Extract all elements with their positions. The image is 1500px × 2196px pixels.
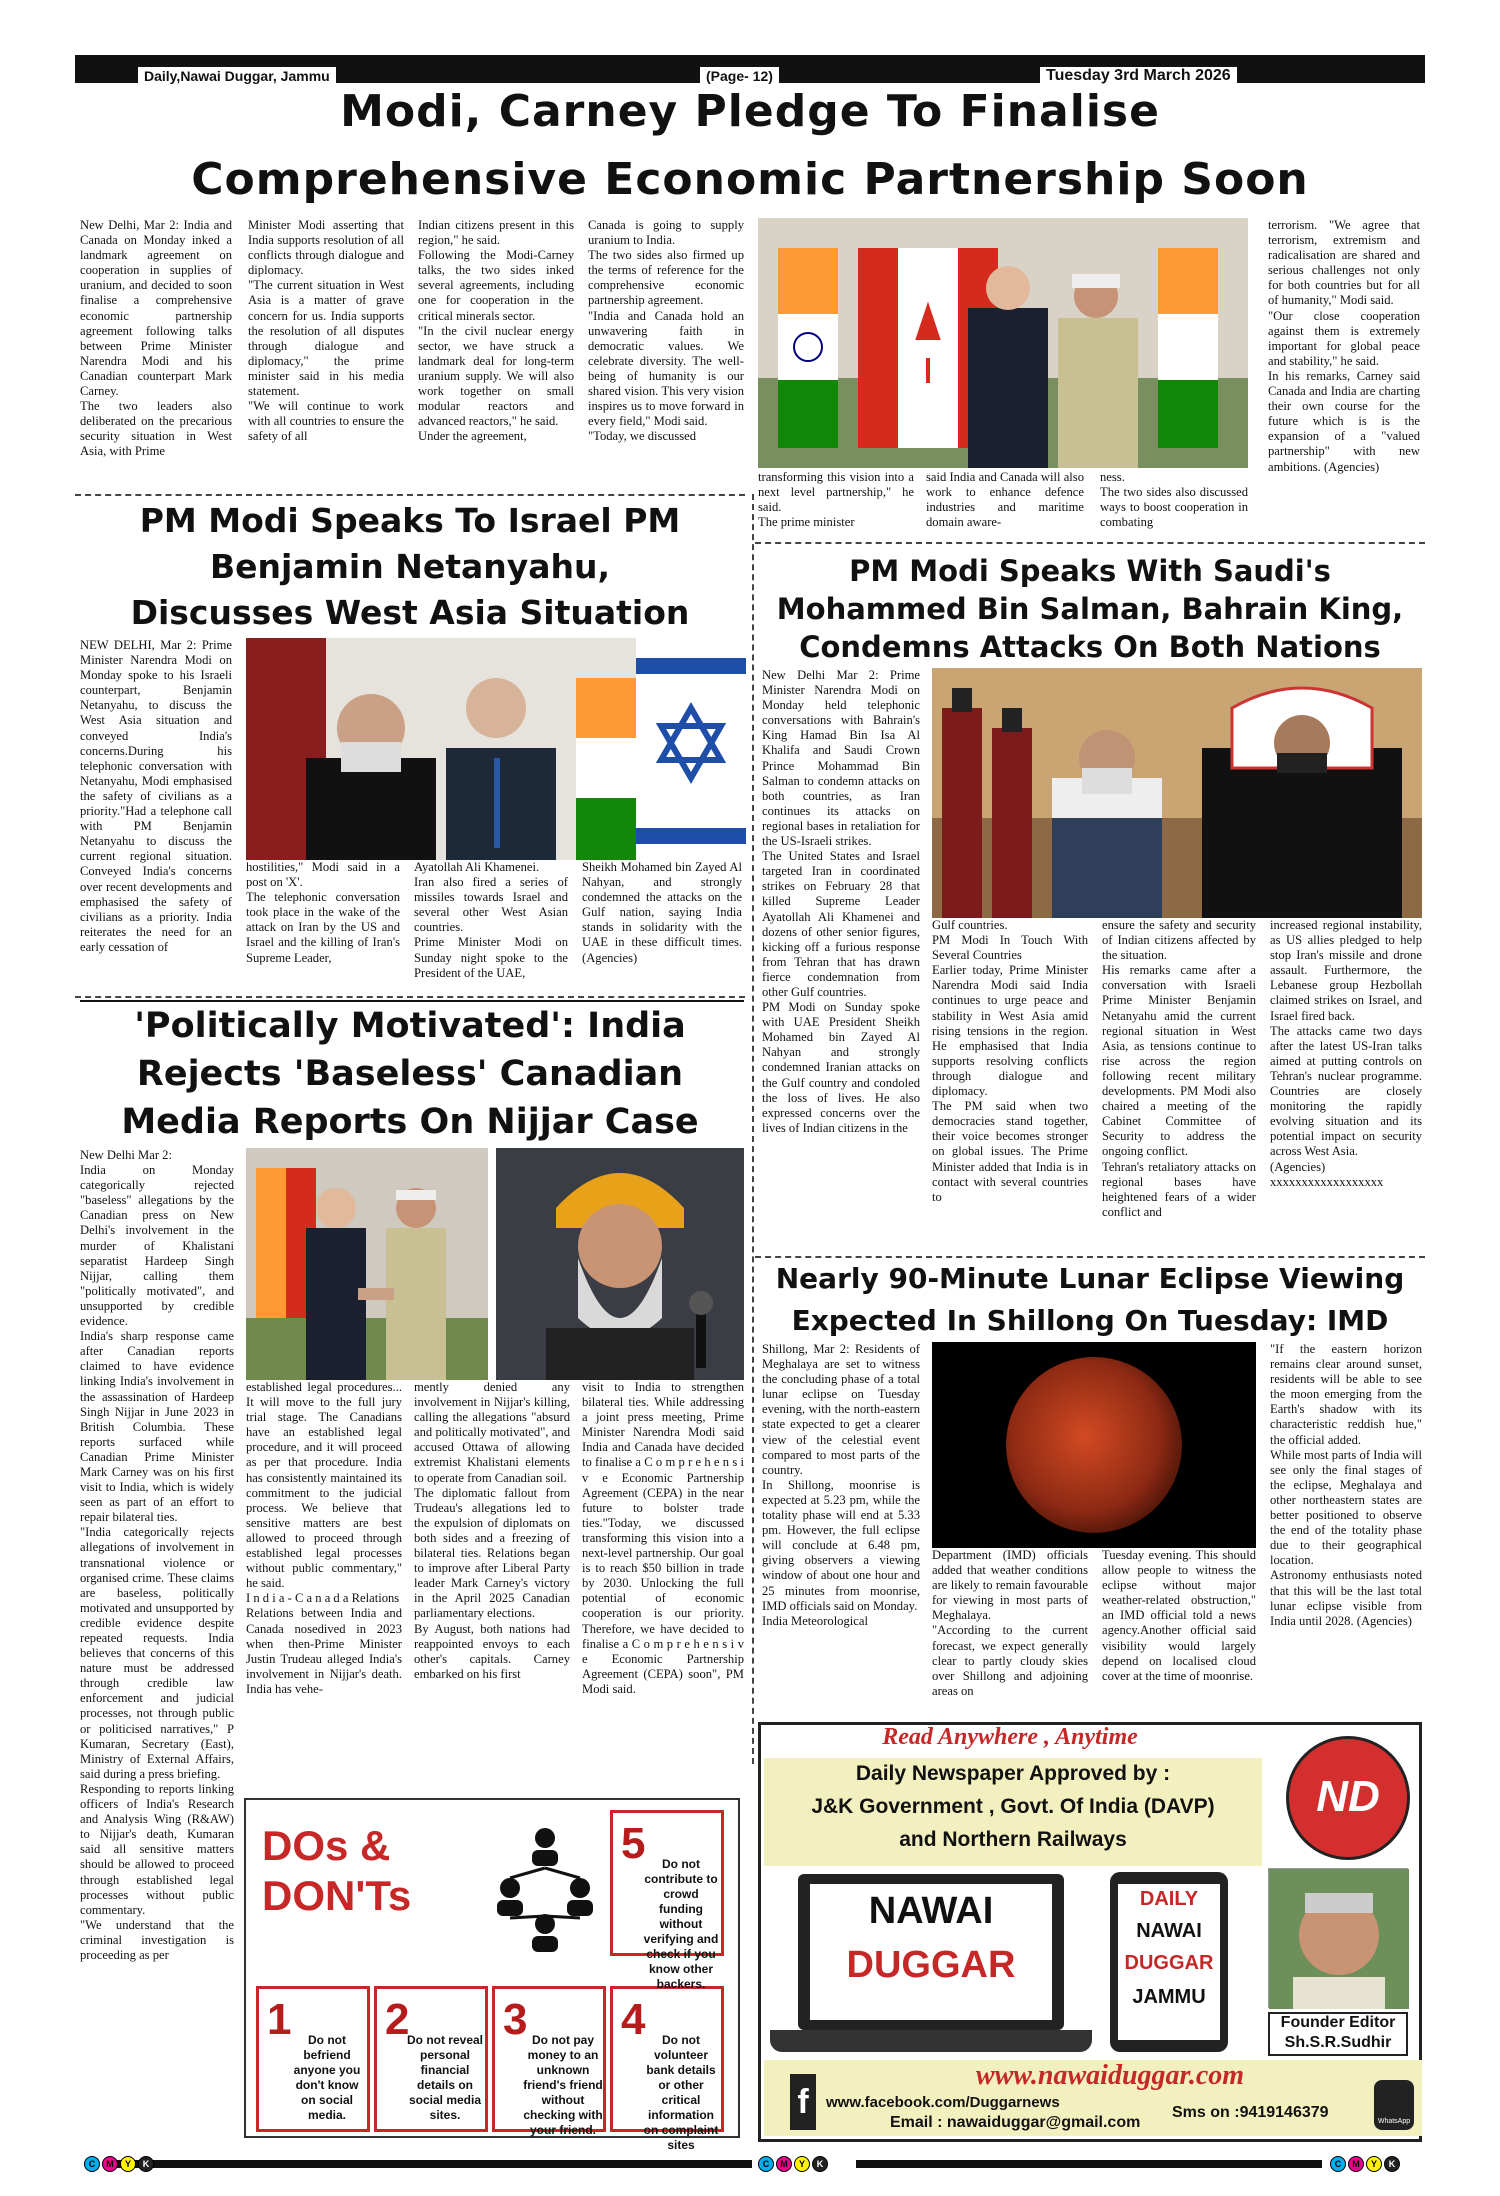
cmyk-dot-k: K (138, 2156, 154, 2172)
dos-card-1 (256, 1986, 370, 2132)
art2-col3: Ayatollah Ali Khamenei. Iran also fired a series of missiles towards Israel and several other West Asian countries. Prime Minister Modi on Sunday night spoke to the President of the UAE, (414, 860, 568, 980)
divider (75, 996, 745, 998)
art5-col2: Department (IMD) officials added that weather conditions are likely to remain favourable for viewing in most parts of Meghalaya. "According to the current forecast, we expect generally clear to partly cloudy skies over Shillong and adjoining areas on (932, 1548, 1088, 1698)
art2-col4: Sheikh Mohamed bin Zayed Al Nahyan, and strongly condemned the attacks on the Gulf nation, saying India stands in solidarity with the UAE in these difficult times. (Agencies) (582, 860, 742, 965)
art1-col7: ness. The two sides also discussed ways to boost cooperation in combating (1100, 470, 1248, 530)
dos-card-5 (610, 1810, 724, 1991)
whatsapp-label: WhatsApp (1377, 2118, 1411, 2125)
website-link[interactable]: www.nawaiduggar.com (975, 2060, 1245, 2091)
photo-handshake (246, 1148, 488, 1380)
cmyk-dot-c: C (84, 2156, 100, 2172)
art2-col1: NEW DELHI, Mar 2: Prime Minister Narendra Modi on Monday spoke to his Israeli counterpart, Benjamin Netanyahu, to discuss the West Asia situation and conveyed India's concerns.During his telephonic conversation with Netanyahu, Modi emphasised the safety of civilians as a priority."Had a telephone call with PM Benjamin Netanyahu to discuss the current regional situation. Conveyed India's concerns over recent developments and emphasised the safety of civilians as a priority. India reiterates the need for an early cessation of (80, 638, 232, 954)
cmyk-marks-right (1330, 2156, 1400, 2174)
masthead-left: Daily,Nawai Duggar, Jammu (138, 67, 336, 85)
cmyk-dot-k: K (812, 2156, 828, 2172)
ad-line2: J&K Government , Govt. Of India (DAVP) (811, 1795, 1215, 1818)
ad-line3: and Northern Railways (899, 1828, 1127, 1851)
headline-eclipse-1: Nearly 90-Minute Lunar Eclipse Viewing (775, 1262, 1405, 1295)
art5-col4: "If the eastern horizon remains clear around sunset, residents will be able to see the moon emerging from the Earth's shadow with its characteristic reddish hue," the official added. While most parts of India will see only the final stages of the eclipse, Meghalaya and other northeastern states are better positioned to observe the end of the totality phase due to their geographical location. Astronomy enthusiasts noted that this will be the last total lunar eclipse visible from India until 2028. (Agencies) (1270, 1342, 1422, 1628)
photo-lunar-eclipse (932, 1342, 1256, 1548)
art3-col3: ensure the safety and security of Indian citizens affected by the situation. His remarks came after a conversation with Israeli Prime Minister Benjamin Netanyahu amid the current regional situation in West Asia, as tensions continue to rise across the region following recent military developments. PM Modi also chaired a meeting of the Cabinet Committee of Security to address the ongoing conflict. Tehran's retaliatory attacks on regional bases have heightened fears of a wider conflict and (1102, 918, 1256, 1219)
laptop-text-2: DUGGAR (846, 1944, 1016, 1986)
dos-card-number: 1 (267, 1995, 292, 2044)
headline-nijjar-2: Rejects 'Baseless' Canadian (136, 1054, 684, 1094)
dos-card-number: 3 (503, 1995, 528, 2044)
headline-netanyahu-2: Benjamin Netanyahu, (209, 547, 611, 586)
art1-col1: New Delhi, Mar 2: India and Canada on Monday inked a landmark agreement on cooperation in supplies of uranium, and decided to soon finalise a comprehensive economic partnership agreement following talks between Prime Minister Narendra Modi and his Canadian counterpart Mark Carney. The two leaders also deliberated on the precarious security situation in West Asia, with Prime (80, 218, 232, 459)
headline-eclipse-2: Expected In Shillong On Tuesday: IMD (791, 1304, 1389, 1337)
donts-title: DON'Ts (262, 1872, 412, 1919)
ad-tagline: Read Anywhere , Anytime (882, 1724, 1138, 1750)
art3-col4: increased regional instability, as US allies pledged to help stop Iran's missile and drone assault. Furthermore, the Lebanese group Hezbollah claimed strikes on Israel, and Israel fired back. The attacks came two days after the latest US-Iran talks aimed at putting controls on Tehran's nuclear programme. Countries are closely monitoring the rapidly evolving situation and its potential impact on security across West Asia. (Agencies) xxxxxxxxxxxxxxxxxx (1270, 918, 1422, 1189)
founder-name: Sh.S.R.Sudhir (1284, 2034, 1392, 2051)
dos-card-number: 4 (621, 1995, 646, 2044)
headline-main-1: Modi, Carney Pledge To Finalise (340, 86, 1160, 137)
photo-modi-carney (758, 218, 1248, 468)
headline-saudi-2: Mohammed Bin Salman, Bahrain King, (776, 592, 1404, 626)
founder-title: Founder Editor (1280, 2014, 1396, 2031)
dos-card-text: Do not befriend anyone you don't know on social media. (293, 2033, 361, 2122)
dos-card-number: 2 (385, 1995, 410, 2044)
art5-col3: Tuesday evening. This should allow people to witness the eclipse without major weather-related obstruction," an IMD official told a news agency.Another official said visibility would largely depend on localised cloud cover at the time of moonrise. (1102, 1548, 1256, 1683)
laptop-text-1: NAWAI (868, 1890, 994, 1932)
nd-logo-text: ND (1316, 1772, 1380, 1821)
headline-nijjar-3: Media Reports On Nijjar Case (121, 1102, 699, 1142)
dos-card-text: Do not volunteer bank details or other critical information on complaint sites (643, 2033, 719, 2152)
art4-col1: New Delhi Mar 2: India on Monday categorically rejected "baseless" allegations by the Canadian press on New Delhi's involvement in the murder of Khalistani separatist Hardeep Singh Nijjar, calling them "politically motivated", and unsupported by credible evidence. India's sharp response came after Canadian reports claimed to have evidence linking India's involvement in the assassination of Hardeep Singh Nijjar in June 2023 in British Columbia. These reports surfaced while Canadian Prime Minister Mark Carney was on his first visit to India, which is widely seen as part of an effort to repair bilateral ties. "India categorically rejects allegations of involvement in transnational violence or organised crime. These claims are baseless, politically motivated and unsupported by credible evidence despite repeated requests. India believes that concerns of this nature must be addressed through credible law enforcement and judicial processes, not through public or politicised narratives," P Kumaran, Secretary (East), Ministry of External Affairs, said during a press briefing. Responding to reports linking officers of India's Research and Analysis Wing (R&AW) to Nijjar's death, Kumaran said all sensitive matters should be allowed to proceed through established legal processes without public commentary. "We understand that the criminal investigation is proceeding as per (80, 1148, 234, 1962)
photo-modi-mbs (932, 668, 1422, 918)
art2-col2: hostilities," Modi said in a post on 'X'. The telephonic conversation took place in the wake of the attack on Iran by the US and Israel and the killing of Iran's Supreme Leader, (246, 860, 400, 965)
laptop-base (770, 2030, 1092, 2052)
cmyk-marks-left (84, 2156, 154, 2174)
ad-line1: Daily Newspaper Approved by : (855, 1762, 1171, 1785)
cmyk-marks-center (758, 2156, 828, 2174)
cmyk-dot-c: C (758, 2156, 774, 2172)
headline-netanyahu-1: PM Modi Speaks To Israel PM (139, 501, 681, 540)
masthead-page: (Page- 12) (700, 67, 779, 85)
facebook-link[interactable]: www.facebook.com/Duggarnews (826, 2094, 1060, 2111)
headline-main-2: Comprehensive Economic Partnership Soon (191, 154, 1309, 205)
masthead-date: Tuesday 3rd March 2026 (1040, 67, 1237, 85)
cmyk-dot-k: K (1384, 2156, 1400, 2172)
dos-card-4 (610, 1986, 724, 2152)
art5-col1: Shillong, Mar 2: Residents of Meghalaya are set to witness the concluding phase of a total lunar eclipse on Tuesday evening, with the north-eastern state expected to get a clearer view of the celestial event compared to most parts of the country. In Shillong, moonrise is expected at 5.23 pm, while the totality phase will end at 5.33 pm. However, the full eclipse will conclude at 6.48 pm, giving observers a viewing window of about one hour and 25 minutes from moonrise, IMD officials said on Monday. India Meteorological (762, 1342, 920, 1628)
art1-col3: Indian citizens present in this region," he said. Following the Modi-Carney talks, the two sides inked several agreements, including one for cooperation in the critical minerals sector. "In the civil nuclear energy sector, we have struck a landmark deal for long-term uranium supply. We will also work together on small modular reactors and advanced reactors," he said. Under the agreement, (418, 218, 574, 444)
phone-text-1: DAILY (1139, 1888, 1199, 1910)
headline-saudi-1: PM Modi Speaks With Saudi's (849, 554, 1331, 588)
dos-card-2 (374, 1986, 488, 2132)
founder-photo (1268, 1868, 1408, 2008)
facebook-icon: f (790, 2074, 816, 2130)
photo-modi-netanyahu (246, 638, 746, 860)
cmyk-dot-y: Y (794, 2156, 810, 2172)
phone-text-3: DUGGAR (1124, 1952, 1214, 1974)
cmyk-dot-y: Y (1366, 2156, 1382, 2172)
phone-text-4: JAMMU (1132, 1986, 1206, 2008)
art4-col2: established legal procedures... It will move to the full jury trial stage. The Canadians have an established legal procedure, and it will proceed as per that procedure. India has consistently maintained its commitment to the judicial process. We believe that sensitive matters are best allowed to proceed through established legal processes without public commentary," he said. I n d i a - C a n a d a Relations Relations between India and Canada nosedived in 2023 when then-Prime Minister Justin Trudeau alleged India's involvement in Nijjar's death. India has vehe- (246, 1380, 402, 1696)
email-link[interactable]: Email : nawaiduggar@gmail.com (890, 2114, 1141, 2131)
art3-col2: Gulf countries. PM Modi In Touch With Several Countries Earlier today, Prime Minister Narendra Modi said India continues to urge peace and stability in West Asia amid rising tensions in the region. He emphasised that India supports resolving conflicts through dialogue and diplomacy. The PM said when two democracies stand together, their voice becomes stronger on global issues. The Prime Minister added that India is in contact with several countries to (932, 918, 1088, 1204)
dos-card-text: Do not contribute to crowd funding without verifying and check if you know other backers. (643, 1857, 719, 1991)
divider (75, 494, 745, 496)
dos-card-text: Do not pay money to an unknown friend's friend without checking with your friend. (523, 2033, 603, 2137)
cmyk-dot-y: Y (120, 2156, 136, 2172)
dos-card-number: 5 (621, 1819, 646, 1868)
headline-nijjar-1: 'Politically Motivated': India (134, 1006, 686, 1046)
dos-card-3 (492, 1986, 606, 2137)
art4-col4: visit to India to strengthen bilateral ties. While addressing a joint press meeting, Prime Minister Narendra Modi said India and Canada have decided to finalise a C o m p r e h e n s i v e Economic Partnership Agreement (CEPA) in the near future to bolster trade ties."Today, we discussed transforming this vision into a next-level partnership. Our goal is to reach $50 billion in trade by 2030. Unlocking the full potential of economic cooperation is our priority. Therefore, we have decided to finalise a C o m p r e h e n s i v e Economic Partnership Agreement (CEPA) soon", PM Modi said. (582, 1380, 744, 1696)
people-network-icon (490, 1824, 600, 1959)
cmyk-dot-c: C (1330, 2156, 1346, 2172)
art1-col8: terrorism. "We agree that terrorism, extremism and radicalisation are shared and serious challenges not only for both countries but for all of humanity," Modi said. "Our close cooperation against them is extremely important for global peace and stability," he said. In his remarks, Carney said Canada and India are charting their own course for the future which is is the expansion of a "valued partnership" with new ambitions. (Agencies) (1268, 218, 1420, 474)
cmyk-dot-m: M (1348, 2156, 1364, 2172)
cmyk-dot-m: M (776, 2156, 792, 2172)
headline-saudi-3: Condemns Attacks On Both Nations (799, 630, 1381, 664)
divider (752, 494, 754, 1764)
phone-text-2: NAWAI (1136, 1920, 1202, 1942)
art4-col3: mently denied any involvement in Nijjar's killing, calling the allegations "absurd and politically motivated", and accused Ottawa of allowing extremist Khalistani elements to operate from Canadian soil. The diplomatic fallout from Trudeau's allegations led to the expulsion of diplomats on both sides and a freezing of bilateral ties. Relations began to improve after Liberal Party leader Mark Carney's victory in the April 2025 Canadian parliamentary elections. By August, both nations had reappointed envoys to each other's capitals. Carney embarked on his first (414, 1380, 570, 1681)
art1-col2: Minister Modi asserting that India supports resolution of all conflicts through dialogue and diplomacy. "The current situation in West Asia is a matter of grave concern for us. India supports the resolution of all disputes through dialogue and diplomacy," the prime minister said in his media statement. "We will continue to work with all countries to ensure the safety of all (248, 218, 404, 444)
cmyk-dot-m: M (102, 2156, 118, 2172)
art3-col1: New Delhi Mar 2: Prime Minister Narendra Modi on Monday held telephonic conversations with Bahrain's King Hamad Bin Isa Al Khalifa and Saudi Crown Prince Mohammad Bin Salman to condemn attacks on both countries, as Iran continues its attacks on regional bases in retaliation for the US-Israeli strikes. The United States and Israel targeted Iran in coordinated strikes on February 28 that killed Supreme Leader Ayatollah Ali Khamenei and dozens of other senior figures, kicking off a furious response from Tehran that has drawn fierce condemnation from other Gulf countries. PM Modi on Sunday spoke with UAE President Sheikh Mohamed bin Zayed Al Nahyan and strongly condemned Iranian attacks on the Gulf country and condoled the loss of lives. He also expressed concerns over the lives of Indian citizens in the (762, 668, 920, 1135)
art1-col6: said India and Canada will also work to enhance defence industries and maritime domain aware- (926, 470, 1084, 530)
headline-netanyahu-3: Discusses West Asia Situation (130, 593, 690, 632)
sms-number: Sms on :9419146379 (1172, 2104, 1329, 2121)
bottom-rule-2 (856, 2160, 1322, 2168)
art1-col5: transforming this vision into a next level partnership," he said. The prime minister (758, 470, 914, 530)
dos-title: DOs & (262, 1822, 391, 1869)
dos-card-text: Do not reveal personal financial details on social media sites. (406, 2033, 484, 2122)
art1-col4: Canada is going to supply uranium to India. The two sides also firmed up the terms of reference for the comprehensive economic partnership agreement. "India and Canada hold an unwavering faith in democratic values. We celebrate diversity. The well-being of humanity is our shared vision. This very vision inspires us to move forward in every field," Modi said. "Today, we discussed (588, 218, 744, 444)
photo-nijjar (496, 1148, 744, 1380)
bottom-rule-1 (112, 2160, 752, 2168)
divider (755, 542, 1425, 544)
